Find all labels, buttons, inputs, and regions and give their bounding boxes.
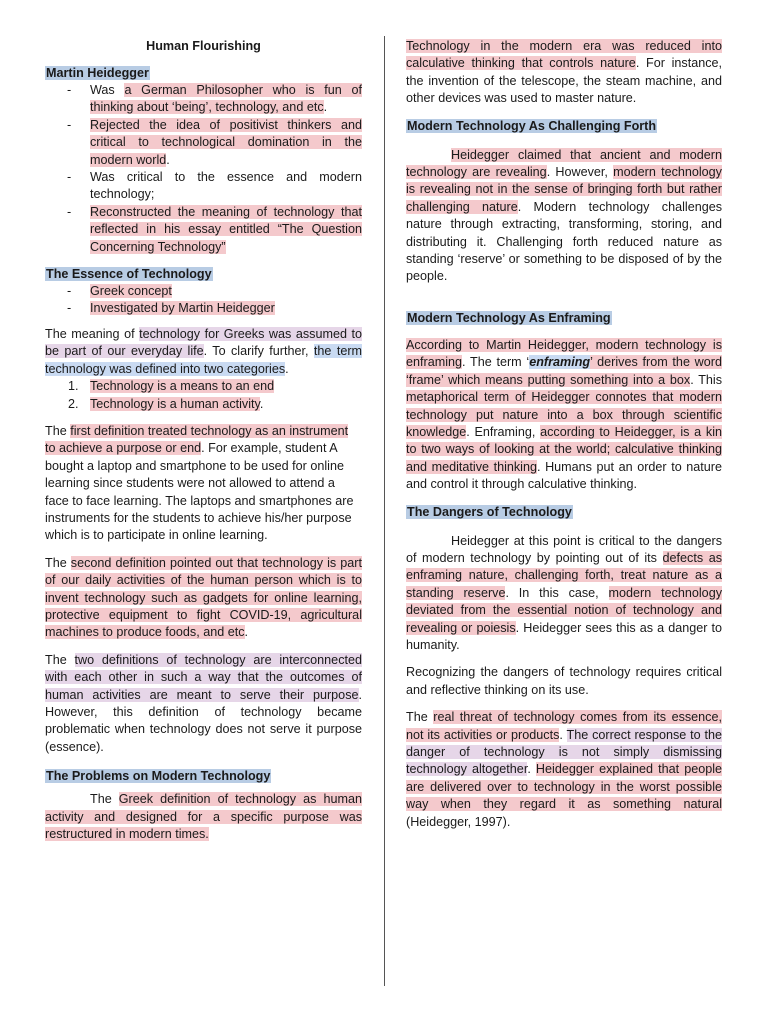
highlighted-text: Heidegger claimed that ancient and modern technology are revealing [406, 147, 722, 180]
right-column [406, 38, 722, 831]
highlighted-text: second definition pointed out that technology is part of our daily activities of the human person which is to invent technology such as gadgets for online learning, protective equipment to fight COVID-19, agricultural machines to produce foods, and etc [45, 555, 362, 640]
paragraph [406, 533, 722, 655]
highlighted-text: two definitions of technology are interconnected with each other in such a way that the outcomes of human activities are meant to serve their purpose [45, 652, 362, 702]
list-item [45, 300, 362, 317]
term-enframing: enframing [529, 355, 591, 370]
text-run: . [244, 625, 249, 640]
highlighted-text: the term technology was defined into two categories [45, 344, 363, 376]
highlighted-text: according to Heidegger, is a kin to two ways of looking at the world; calculative thinking and meditative thinking [406, 424, 722, 474]
heading-enframing [406, 310, 722, 327]
heidegger-list [45, 82, 362, 256]
essence-list [45, 283, 362, 318]
list-item [45, 396, 362, 413]
list-item [45, 283, 362, 300]
highlighted-text: metaphorical term of Heidegger connotes that modern technology put nature into a box through scientific knowledge [406, 390, 722, 439]
text-run: Heidegger at this point is critical to the dangers of modern technology by pointing out of its [406, 533, 722, 565]
highlighted-text: Heidegger explained that people are delivered over to technology in the worst possible way when they regard it as something natural [406, 762, 723, 812]
heading-challenging-forth-text: Modern Technology As Challenging Forth [407, 118, 657, 133]
text-run: . [527, 762, 536, 777]
heading-enframing-text: Modern Technology As Enframing [407, 310, 611, 325]
highlighted-text: technology for Greeks was assumed to be part of our everyday life [45, 326, 362, 359]
list-item: - Was critical to the essence and modern technology; [45, 169, 362, 204]
paragraph [45, 555, 362, 642]
paragraph [45, 423, 362, 545]
text-run: . To clarify further, [203, 344, 314, 359]
highlighted-text: first definition treated technology as an instrument to achieve a purpose or end [45, 423, 349, 456]
heading-martin-heidegger [45, 65, 362, 82]
text-run: . This [690, 372, 723, 387]
highlighted-text: Investigated by Martin Heidegger [90, 301, 275, 316]
list-text: Was [90, 83, 125, 97]
highlighted-text: defects as enframing nature, challenging forth, treat nature as a standing reserve [406, 550, 723, 600]
text-run: The [45, 652, 75, 667]
highlighted-text: modern technology deviated from the essential notion of technology and revealing or poiesis [406, 585, 722, 635]
highlighted-text: Technology in the modern era was reduced into calculative thinking that controls nature [406, 39, 722, 71]
paragraph [406, 147, 722, 286]
highlighted-text: The correct response to the danger of technology is not simply dismissing technology altogether [406, 727, 722, 777]
heading-dangers [406, 504, 722, 521]
paragraph [406, 709, 722, 831]
heading-problems-text: The Problems on Modern Technology [46, 769, 271, 784]
heading-challenging-forth [406, 118, 722, 135]
text-run: The [45, 423, 71, 438]
list-item [45, 204, 362, 256]
heading-essence [45, 266, 362, 283]
list-number: 1. [68, 379, 79, 394]
text-run: (Heidegger, 1997) [406, 814, 507, 829]
page-title: Human Flourishing [146, 39, 261, 53]
list-item [45, 117, 362, 169]
list-item [45, 82, 362, 117]
highlighted-text: Rejected the idea of positivist thinkers and critical to technological domination in the modern world [90, 117, 362, 167]
text-run: . However, [546, 165, 614, 180]
paragraph [406, 38, 722, 108]
highlighted-text: Technology is a human activity [90, 396, 260, 411]
heading-problems [45, 768, 362, 785]
highlighted-text: modern technology is revealing not in the sense of bringing forth but rather challenging nature [406, 165, 722, 214]
text-run: The [90, 792, 119, 807]
text-run: . Humans put an order to nature and control it through calculative thinking. [406, 459, 722, 492]
highlighted-text: According to Martin Heidegger, modern technology is enframing [406, 337, 722, 370]
highlighted-text: a German Philosopher who is fun of thinking about ‘being’, technology, and etc [90, 83, 362, 115]
text-run: . [559, 727, 567, 742]
text-run: The [406, 710, 434, 725]
list-text: . [166, 152, 170, 167]
text-run: . In this case, [505, 585, 609, 600]
text-run: . Enframing, [466, 424, 541, 439]
paragraph [45, 652, 362, 756]
text-run: . For instance, the invention of the telescope, the steam machine, and other devices was used to master nature. [406, 56, 723, 106]
paragraph: Recognizing the dangers of technology requires critical and reflective thinking on its use. [406, 665, 722, 697]
text-run: . [506, 814, 511, 829]
highlighted-text: Reconstructed the meaning of technology that reflected in his essay entitled “The Question Concerning Technology” [90, 204, 362, 254]
heading-martin-heidegger-text: Martin Heidegger [46, 66, 149, 80]
paragraph [406, 337, 722, 494]
paragraph [45, 326, 362, 378]
text-run: . [285, 361, 289, 376]
text-run: . Modern technology challenges nature through extracting, transforming, storing, and distributing it. Challenging forth reduced nature as standing ‘reserve’ or something to be disposed of by the people. [406, 199, 723, 284]
list-item [45, 378, 362, 395]
definitions-list [45, 378, 362, 413]
text-run: . [259, 396, 264, 411]
text-run: . However, this definition of technology became problematic when technology does not serve it purpose (essence). [45, 687, 362, 754]
heading-dangers-text: The Dangers of Technology [407, 504, 572, 519]
text-run: The meaning of [45, 326, 140, 341]
highlighted-text: Greek concept [90, 284, 172, 299]
list-number: 2. [68, 396, 79, 411]
left-column [45, 38, 362, 843]
text-run: . The term ‘ [462, 355, 530, 370]
text-run: . For example, student A bought a laptop and smartphone to be used for online learning since students were not allowed to attend a face to face learning. The laptops and smartphones are instruments for the students to achieve his/her purpose which is to participate in online learning. [45, 441, 354, 543]
heading-essence-text: The Essence of Technology [46, 267, 212, 282]
highlighted-text: Greek definition of technology as human activity and designed for a specific purpose was restructured in modern times. [45, 792, 362, 842]
text-run: . Heidegger sees this as a danger to humanity. [406, 620, 722, 652]
highlighted-text: ’ derives from the word ‘frame’ which means putting something into a box [406, 355, 722, 387]
list-text: . [323, 100, 328, 115]
highlighted-text: real threat of technology comes from its essence, not its activities or products [406, 710, 722, 742]
highlighted-text: Technology is a means to an end [90, 379, 275, 394]
column-divider [384, 36, 385, 986]
text-run: The [45, 555, 71, 570]
paragraph [45, 791, 362, 843]
